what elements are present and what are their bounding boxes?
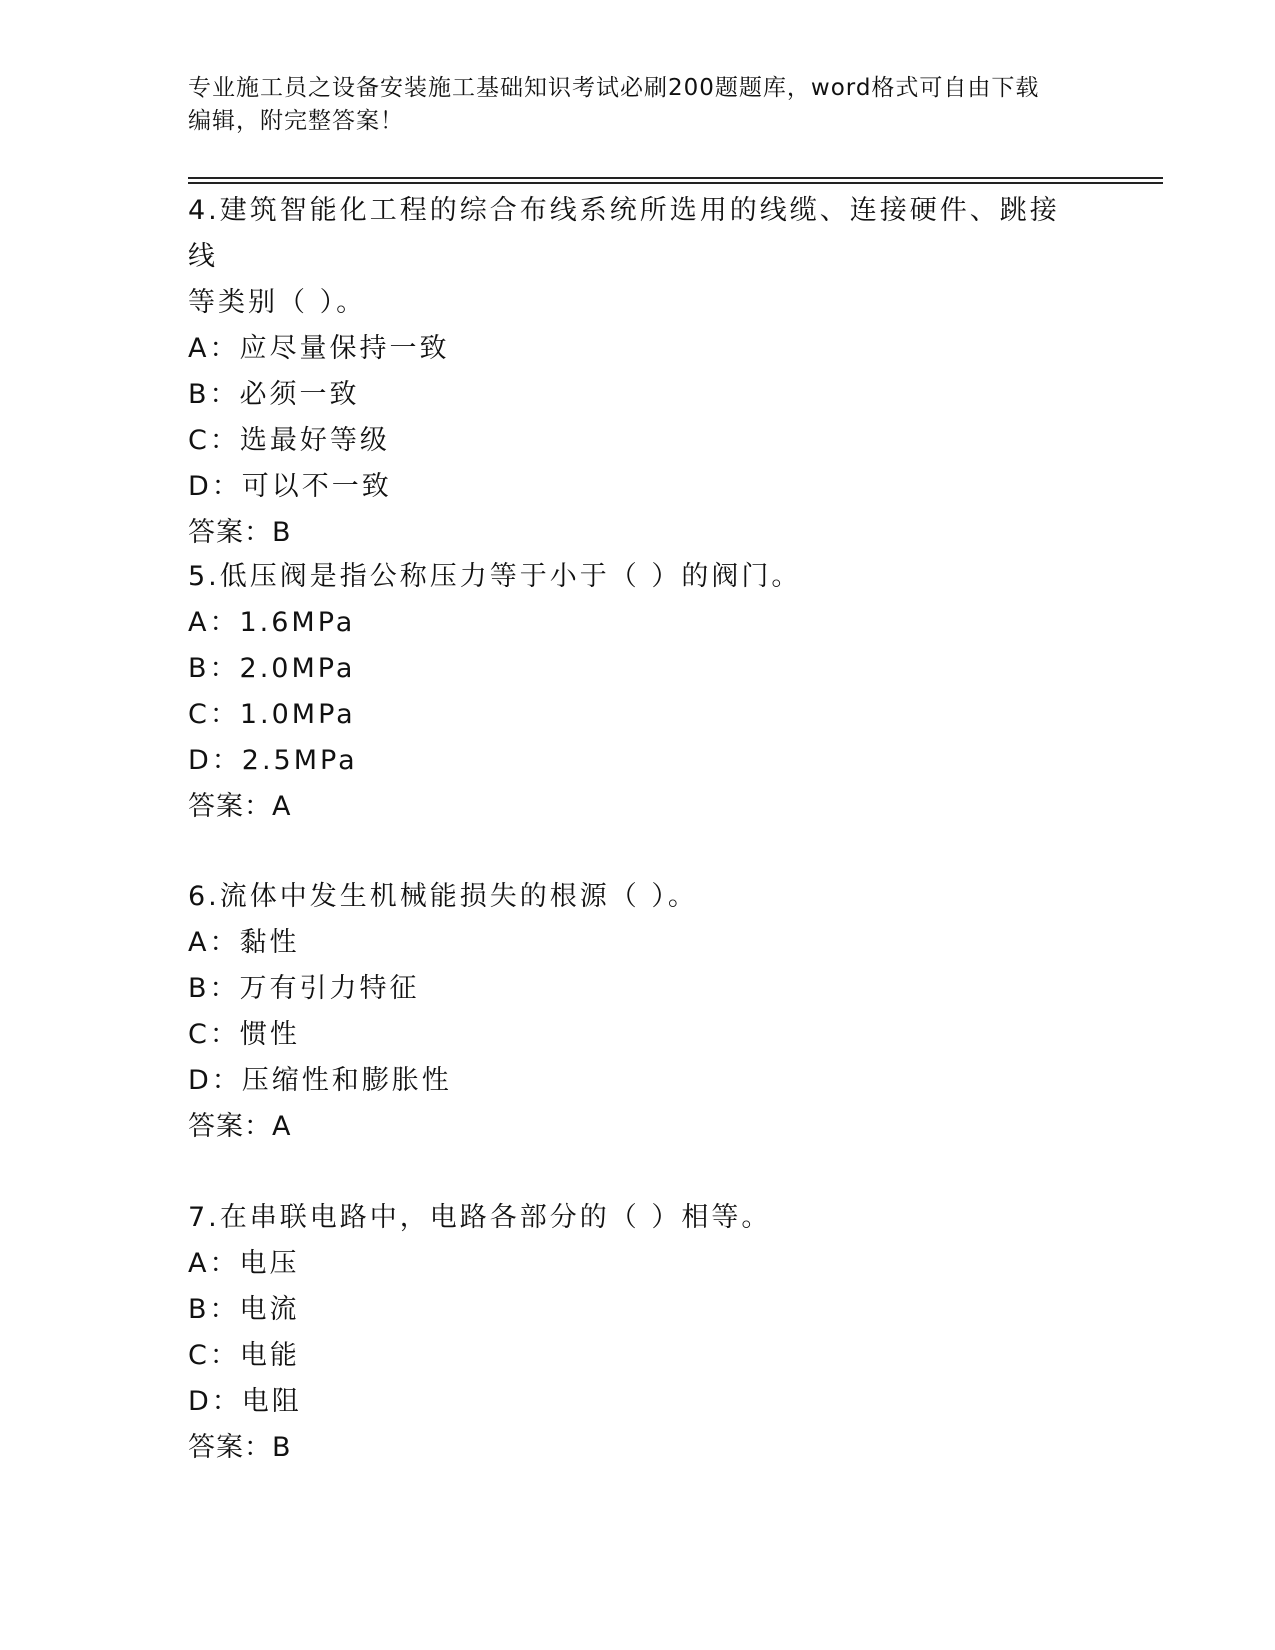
option-c: C：惯性 (188, 1019, 300, 1050)
question-5 (188, 554, 1088, 830)
option-c: C：选最好等级 (188, 425, 390, 456)
option-d: D：2.5MPa (188, 745, 358, 776)
question-6 (188, 874, 1088, 1150)
answer-line: 答案：A (188, 1111, 292, 1142)
option-a: A：电压 (188, 1248, 300, 1279)
answer-line: 答案：B (188, 517, 292, 548)
header-title-line-1: 专业施工员之设备安装施工基础知识考试必刷200题题库，word格式可自由下载 (188, 75, 1040, 101)
question-text-line-2: 等类别（ ）。 (188, 287, 367, 318)
option-a: A：应尽量保持一致 (188, 333, 450, 364)
option-a: A：黏性 (188, 927, 300, 958)
option-b: B：万有引力特征 (188, 973, 420, 1004)
answer-line: 答案：A (188, 791, 292, 822)
header-divider-top (188, 177, 1163, 179)
question-text-line-1: 4.建筑智能化工程的综合布线系统所选用的线缆、连接硬件、跳接线 (188, 195, 1060, 272)
option-d: D：可以不一致 (188, 471, 392, 502)
option-b: B：2.0MPa (188, 653, 356, 684)
option-c: C：电能 (188, 1340, 300, 1371)
question-4 (188, 188, 1088, 556)
option-c: C：1.0MPa (188, 699, 356, 730)
header-title-line-2: 编辑，附完整答案！ (188, 108, 404, 134)
answer-line: 答案：B (188, 1432, 292, 1463)
header-divider-bottom (188, 182, 1163, 184)
question-7 (188, 1195, 1088, 1471)
option-a: A：1.6MPa (188, 607, 356, 638)
option-b: B：电流 (188, 1294, 300, 1325)
question-text-line-1: 6.流体中发生机械能损失的根源（ ）。 (188, 881, 698, 912)
document-header (188, 72, 1078, 138)
option-b: B：必须一致 (188, 379, 360, 410)
question-text-line-1: 7.在串联电路中，电路各部分的（ ）相等。 (188, 1202, 772, 1233)
option-d: D：电阻 (188, 1386, 302, 1417)
question-text-line-1: 5.低压阀是指公称压力等于小于（ ）的阀门。 (188, 561, 802, 592)
option-d: D：压缩性和膨胀性 (188, 1065, 452, 1096)
